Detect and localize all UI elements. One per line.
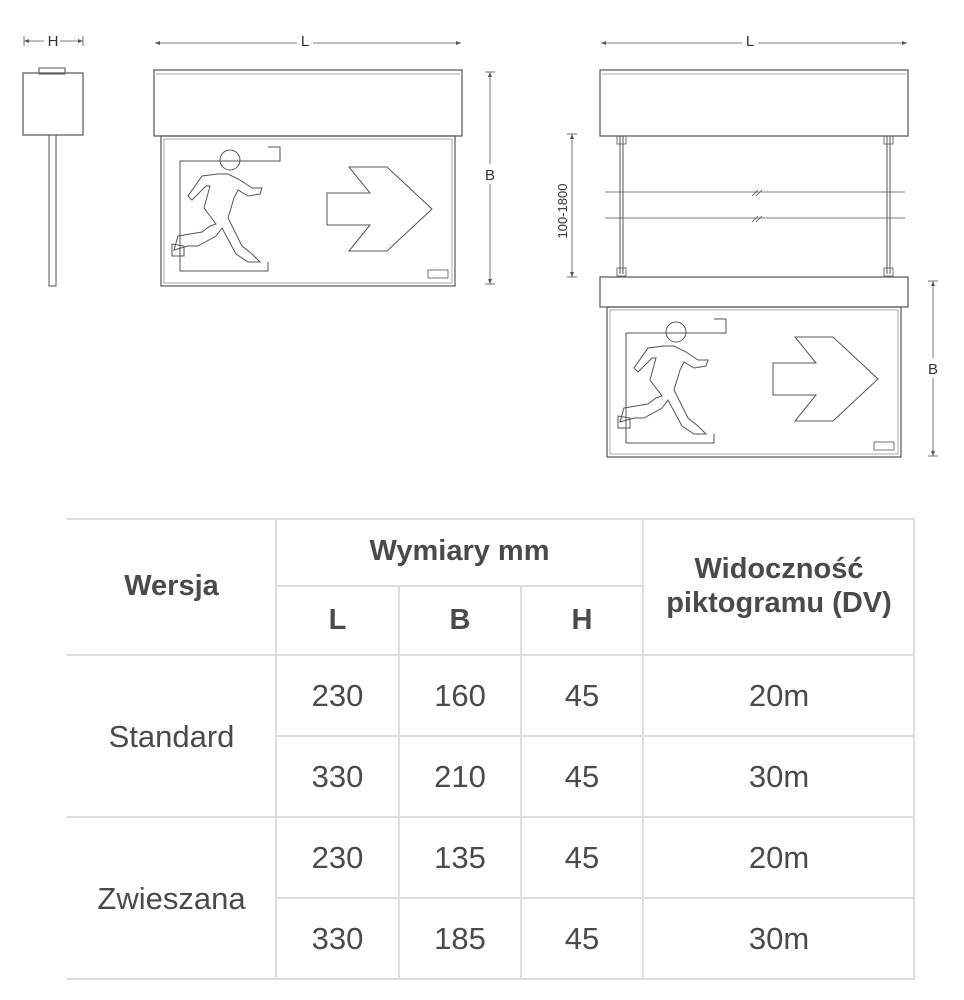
specification-table <box>67 518 915 980</box>
zwieszana-row1-h: 45 <box>564 840 600 875</box>
standard-row2-h: 45 <box>564 759 600 794</box>
zwieszana-row2-b: 185 <box>434 921 486 956</box>
header-l: L <box>328 603 347 636</box>
standard-row1-l: 230 <box>311 678 364 713</box>
front-view <box>154 30 499 286</box>
zwieszana-row1-b: 135 <box>434 840 486 875</box>
standard-row2-dv: 30m <box>748 759 810 794</box>
side-dim-h-label: H <box>47 33 59 50</box>
standard-row2-b: 210 <box>434 759 486 794</box>
header-visibility <box>643 518 915 655</box>
suspended-view <box>553 30 942 457</box>
suspended-dim-b-label: B <box>927 361 939 378</box>
header-version: Wersja <box>124 569 219 602</box>
standard-row2-l: 330 <box>311 759 364 794</box>
suspension-dim-label: 100-1800 <box>555 183 570 239</box>
suspended-dim-l-label: L <box>745 33 755 50</box>
standard-row1-dv: 20m <box>748 678 810 713</box>
zwieszana-row2-l: 330 <box>311 921 364 956</box>
version-zwieszana: Zwieszana <box>97 880 246 916</box>
zwieszana-row1-dv: 20m <box>748 840 810 875</box>
zwieszana-row1-l: 230 <box>311 840 364 875</box>
standard-row1-b: 160 <box>434 678 486 713</box>
standard-row1-h: 45 <box>564 678 600 713</box>
zwieszana-row2-dv: 30m <box>748 921 810 956</box>
header-visibility-line1: Widoczność <box>694 553 864 586</box>
zwieszana-row2-h: 45 <box>564 921 600 956</box>
header-b: B <box>449 603 471 636</box>
version-standard: Standard <box>108 718 235 754</box>
side-view <box>23 31 83 286</box>
header-visibility-line2: piktogramu (DV) <box>666 586 892 619</box>
header-dimensions: Wymiary mm <box>369 535 550 568</box>
header-h: H <box>571 603 593 636</box>
front-dim-b-label: B <box>484 167 496 184</box>
front-dim-l-label: L <box>300 33 310 50</box>
